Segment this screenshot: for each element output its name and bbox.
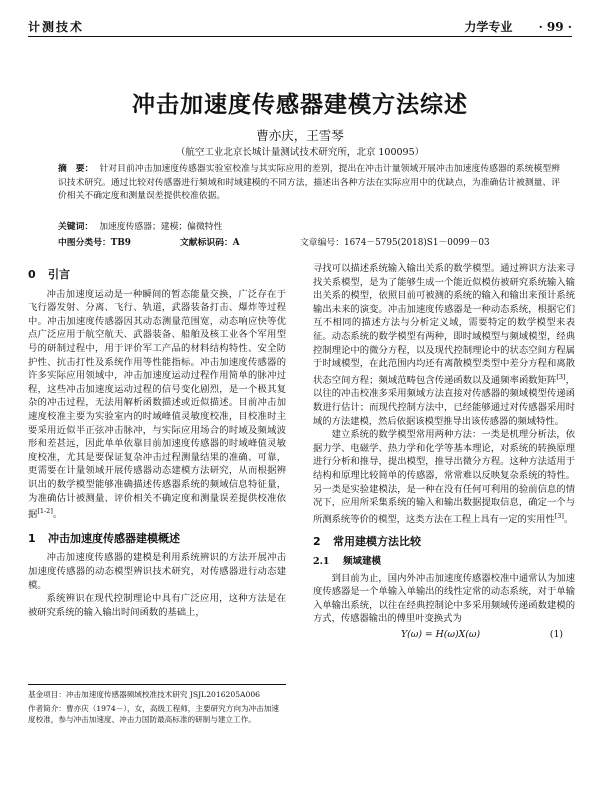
- section-heading: 1 冲击加速度传感器建模概述: [28, 531, 180, 545]
- keywords-label: 关键词：: [58, 222, 94, 232]
- footnotes: [28, 684, 286, 728]
- header-right: [442, 18, 572, 35]
- equation-number: (1): [549, 629, 563, 641]
- paragraph: 建立系统的数学模型常用两种方法：一类是机理分析法，依据力学、电磁学、热力学和化学等基本理论，对系统的转换原理进行分析和推导，提出模型，推导出微分方程。这种方法适用于结构和原理比较简单的传感器，常常难以反映复杂系统的特性。另一类是实验建模法，是一种在没有任何可利用的验前信息的情况下，应用所采集系统的输入和输出数据提取信息，确定一个与所测系统等价的模型，这类方法在工程上具有一定的实用性[3]。: [313, 429, 575, 525]
- section-heading: 0 引言: [28, 268, 70, 281]
- paragraph: 系统辨识在现代控制理论中具有广泛应用，这种方法是在被研究系统的输入输出时间函数的基础上，: [28, 593, 286, 618]
- abstract-label: 摘 要：: [58, 164, 94, 174]
- clc-number: 中图分类号：TB9: [58, 238, 131, 248]
- paragraph: 到目前为止，国内外冲击加速度传感器校准中通常认为加速度传感器是一个单输入单输出的线性定常的动态系统，对于单输入单输出系统，以往在经典控制论中多采用频域传递函数建模的方式，传感器输出的傅里叶变换式为: [313, 572, 575, 625]
- page-number: · 99 ·: [538, 20, 572, 34]
- affiliation: （航空工业北京长城计量测试技术研究所，北京 100095）: [175, 147, 425, 158]
- article-number: 文章编号：1674－5795(2018)S1－0099－03: [300, 238, 490, 248]
- abstract: [58, 163, 560, 204]
- journal-section: 计测技术: [28, 20, 85, 34]
- article-ids: [58, 235, 560, 249]
- paragraph: 冲击加速度运动是一种瞬间的暂态能量交换，广泛存在于飞行器发射、分离、飞行、轨道，武器装备打击、爆炸等过程中。冲击加速度传感器因其动态测量范围宽，动态响应快等优点广泛应用于航空航天、武器装备、船舶及核工业各个军用型号的研制过程中，用于评价军工产品的材料结构特性、安全防护性、抗击打性及系统作用等性能指标。冲击加速度传感器的许多实际应用领域中，冲击加速度运动过程作用简单的脉冲过程，这些冲击加速度运动过程的信号变化剧烈，是一个极其复杂的冲击过程，无法用解析函数描述或近似描述。目前冲击加速度校准主要为实验室内的时域峰值灵敏度校准，目校准时主要采用近似半正弦冲击脉冲，与实际应用场合的时域及频域波形和差甚远，因此单单依靠目前加速度传感器的时域峰值灵敏度校准，尤其是要保证复杂冲击过程测量结果的准确、可靠，更需要在计量领域开展传感器动态建模方法研究，从而根据辨识出的数学模型能够准确描述传感器系统的频域信息特征量，为准确估计被测量、评价相关不确定度和测量误差提供校准依据[1-2]。: [28, 288, 286, 521]
- citation: [3]: [554, 511, 564, 520]
- keywords: [58, 219, 222, 232]
- abstract-text: 针对目前冲击加速度传感器实验室校准与其实际应用的差别，提出在冲击计量领域开展冲击加速度传感器的系统模型辨识技术研究。通过比较对传感器进行频域和时域建模的不同方法，描述出各种方法在实际应用中的优缺点，为准确估计被测量、评价相关不确定度和测量误差提供校准依据。: [58, 164, 560, 201]
- equation-body: Y(ω) = H(ω)X(ω): [401, 629, 481, 641]
- citation: [3]: [556, 372, 566, 381]
- subsection-heading: 2.1 频域建模: [313, 556, 382, 568]
- footnote-funding: 基金项目：冲击加速度传感器频域校准技术研究 JSJL2016205A006: [28, 690, 261, 699]
- left-column: [28, 262, 286, 619]
- equation: [313, 628, 575, 644]
- running-header: [28, 18, 572, 37]
- footnote-author: 作者简介：曹亦庆（1974－），女，高级工程师，主要研究方向为冲击加速度校准，参与冲击加速度、冲击力国防最高标准的研制与建立工作。: [28, 703, 279, 724]
- section-heading: 2 常用建模方法比较: [313, 535, 421, 549]
- column-name: 力学专业: [464, 20, 513, 34]
- authors: 曹亦庆，王雪琴: [256, 128, 344, 143]
- right-column: [313, 262, 575, 644]
- citation: [1-2]: [37, 507, 53, 516]
- paragraph: 寻找可以描述系统输入输出关系的数学模型。通过辨识方法来寻找关系模型，是为了能够生成一个能近似模仿被研究系统输入输出关系的模型，依照目前可被测的系统的输入和输出来预计系统输出未来的演变。冲击加速度传感器是一种动态系统，根据它们互不相同的描述方法与分析定义域，需要特定的数学模型来表征。动态系统的数学模型有两种，即时域模型与频域模型，经典控制理论中的微分方程，以及现代控制理论中的状态空间方程属于时域模型，在此范围内均还有离散模型类型中差分方程和离散状态空间方程；频域范畴包含传递函数以及通频率函数矩阵[3]，以往的冲击校准多采用频域方法直接对传感器的频域模型传递函数进行估计；而现代控制方法中，已经能够通过对传感器采用时域的方法建模，然后依据该模型推导出该传感器的频域特性。: [313, 263, 575, 427]
- document-code: 文献标识码：A: [180, 238, 240, 248]
- paragraph: 冲击加速度传感器的建模是利用系统辨识的方法开展冲击加速度传感器的动态模型辨识技术研究，对传感器进行动态建模。: [28, 552, 286, 591]
- paper-title: 冲击加速度传感器建模方法综述: [132, 92, 468, 118]
- keywords-text: 加速度传感器；建模；偏微特性: [99, 222, 223, 232]
